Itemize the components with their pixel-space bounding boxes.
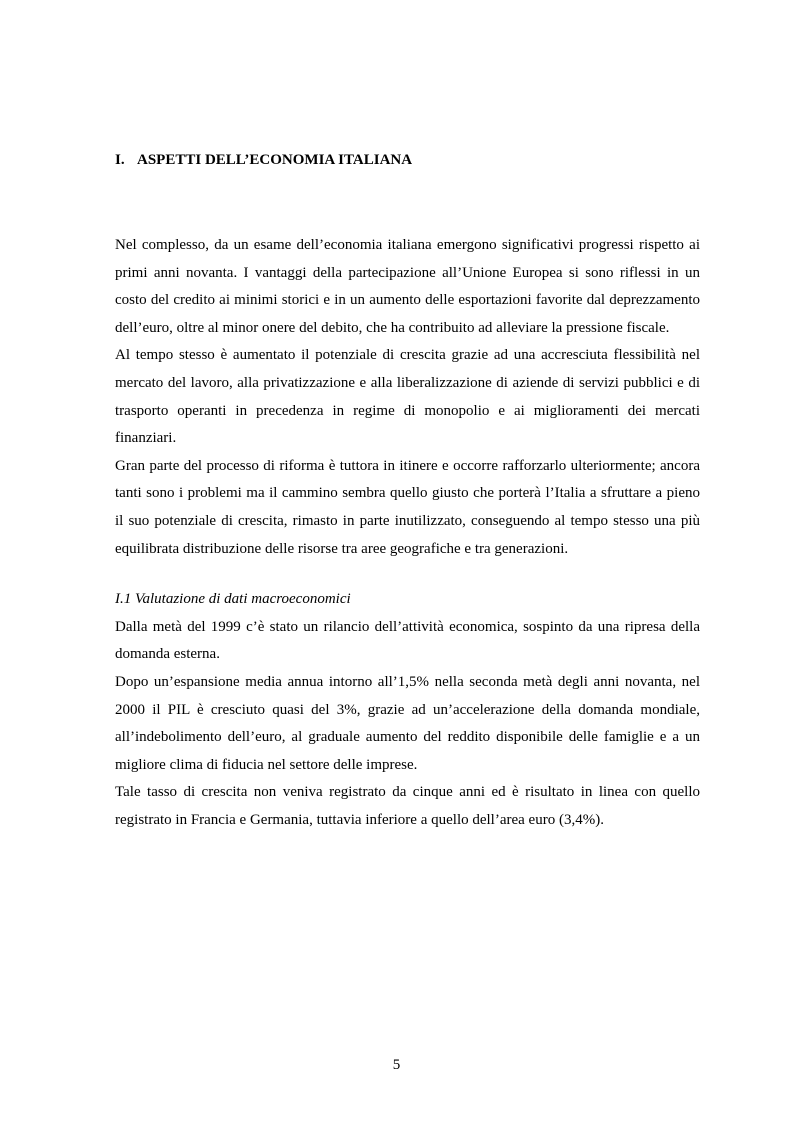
page-number: 5	[392, 1057, 401, 1073]
chapter-title-text: ASPETTI DELL’ECONOMIA ITALIANA	[137, 152, 413, 168]
document-body	[115, 232, 700, 834]
section-paragraph-3: Tale tasso di crescita non veniva registrato da cinque anni ed è risultato in linea con quello registrato in Francia e Germania, tuttavia inferiore a quello dell’area euro (3,4%).	[115, 784, 700, 828]
chapter-number: I.	[115, 152, 125, 168]
chapter-title	[115, 149, 700, 171]
intro-paragraph-1: Nel complesso, da un esame dell’economia italiana emergono significativi progressi rispetto ai primi anni novanta. I vantaggi della partecipazione all’Unione Europea si sono riflessi in un costo del credito ai minimi storici e in un aumento delle esportazioni favorite dal deprezzamento dell’euro, oltre al minor onere del debito, che ha contribuito ad alleviare la pressione fiscale.	[115, 237, 700, 336]
section-paragraph-1: Dalla metà del 1999 c’è stato un rilancio dell’attività economica, sospinto da una ripresa della domanda esterna.	[115, 618, 700, 663]
intro-paragraph-3: Gran parte del processo di riforma è tuttora in itinere e occorre rafforzarlo ulteriormente; ancora tanti sono i problemi ma il cammino sembra quello giusto che porterà l’Italia a sfruttare a pieno il suo potenziale di crescita, rimasto in parte inutilizzato, conseguendo al tempo stesso una più equilibrata distribuzione delle risorse tra aree geografiche e tra generazioni.	[115, 457, 700, 557]
intro-paragraph-2: Al tempo stesso è aumentato il potenziale di crescita grazie ad una accresciuta flessibilità nel mercato del lavoro, alla privatizzazione e alla liberalizzazione di aziende di servizi pubblici e di trasporto operanti in precedenza in regime di monopolio e ai miglioramenti dei mercati finanziari.	[115, 347, 700, 447]
section-paragraph-2: Dopo un’espansione media annua intorno all’1,5% nella seconda metà degli anni novanta, nel 2000 il PIL è cresciuto quasi del 3%, grazie ad un’accelerazione della domanda mondiale, all’indebolimento dell’euro, al graduale aumento del reddito disponibile delle famiglie e a un migliore clima di fiducia nel settore delle imprese.	[115, 673, 700, 773]
section-title: I.1 Valutazione di dati macroeconomici	[115, 591, 351, 608]
